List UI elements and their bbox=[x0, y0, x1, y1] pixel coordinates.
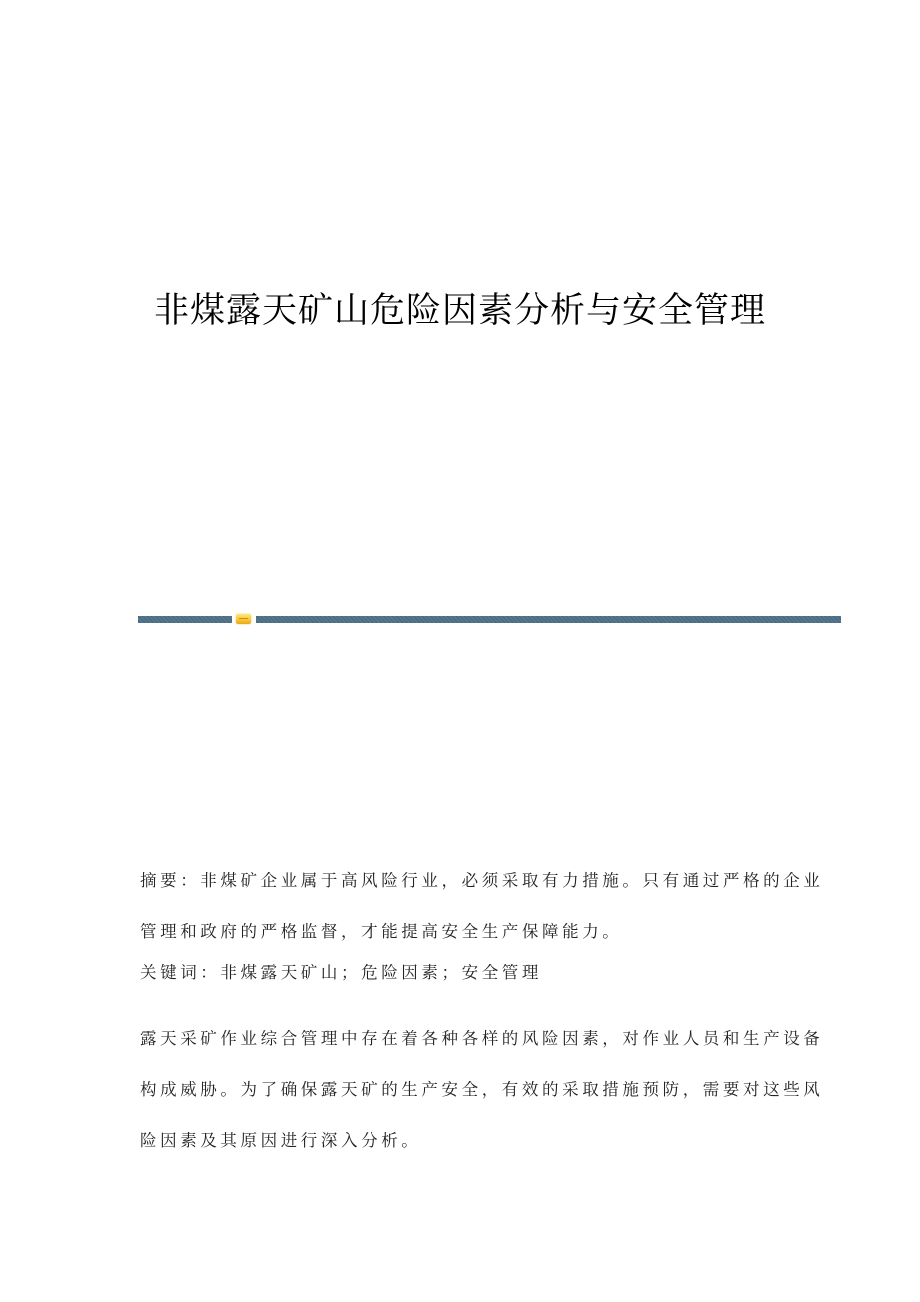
paragraph-line: 露天采矿作业综合管理中存在着各种各样的风险因素，对作业人员和生产设备 bbox=[140, 1029, 824, 1048]
document-title: 非煤露天矿山危险因素分析与安全管理 bbox=[153, 291, 766, 332]
paragraph-line: 构成威胁。为了确保露天矿的生产安全，有效的采取措施预防，需要对这些风 bbox=[140, 1080, 824, 1099]
keywords-line: 关键词：非煤露天矿山；危险因素；安全管理 bbox=[140, 963, 542, 982]
paragraph-line: 险因素及其原因进行深入分析。 bbox=[140, 1131, 422, 1150]
keywords bbox=[140, 958, 780, 988]
abstract bbox=[140, 855, 824, 957]
divider-bar-right bbox=[256, 616, 841, 623]
divider-bar-left bbox=[138, 616, 232, 623]
intro-paragraph bbox=[140, 1013, 824, 1166]
decorative-divider bbox=[138, 614, 841, 624]
envelope-emblem-icon bbox=[236, 614, 251, 624]
abstract-line: 管理和政府的严格监督，才能提高安全生产保障能力。 bbox=[140, 922, 623, 941]
abstract-line: 摘要：非煤矿企业属于高风险行业，必须采取有力措施。只有通过严格的企业 bbox=[140, 871, 824, 890]
